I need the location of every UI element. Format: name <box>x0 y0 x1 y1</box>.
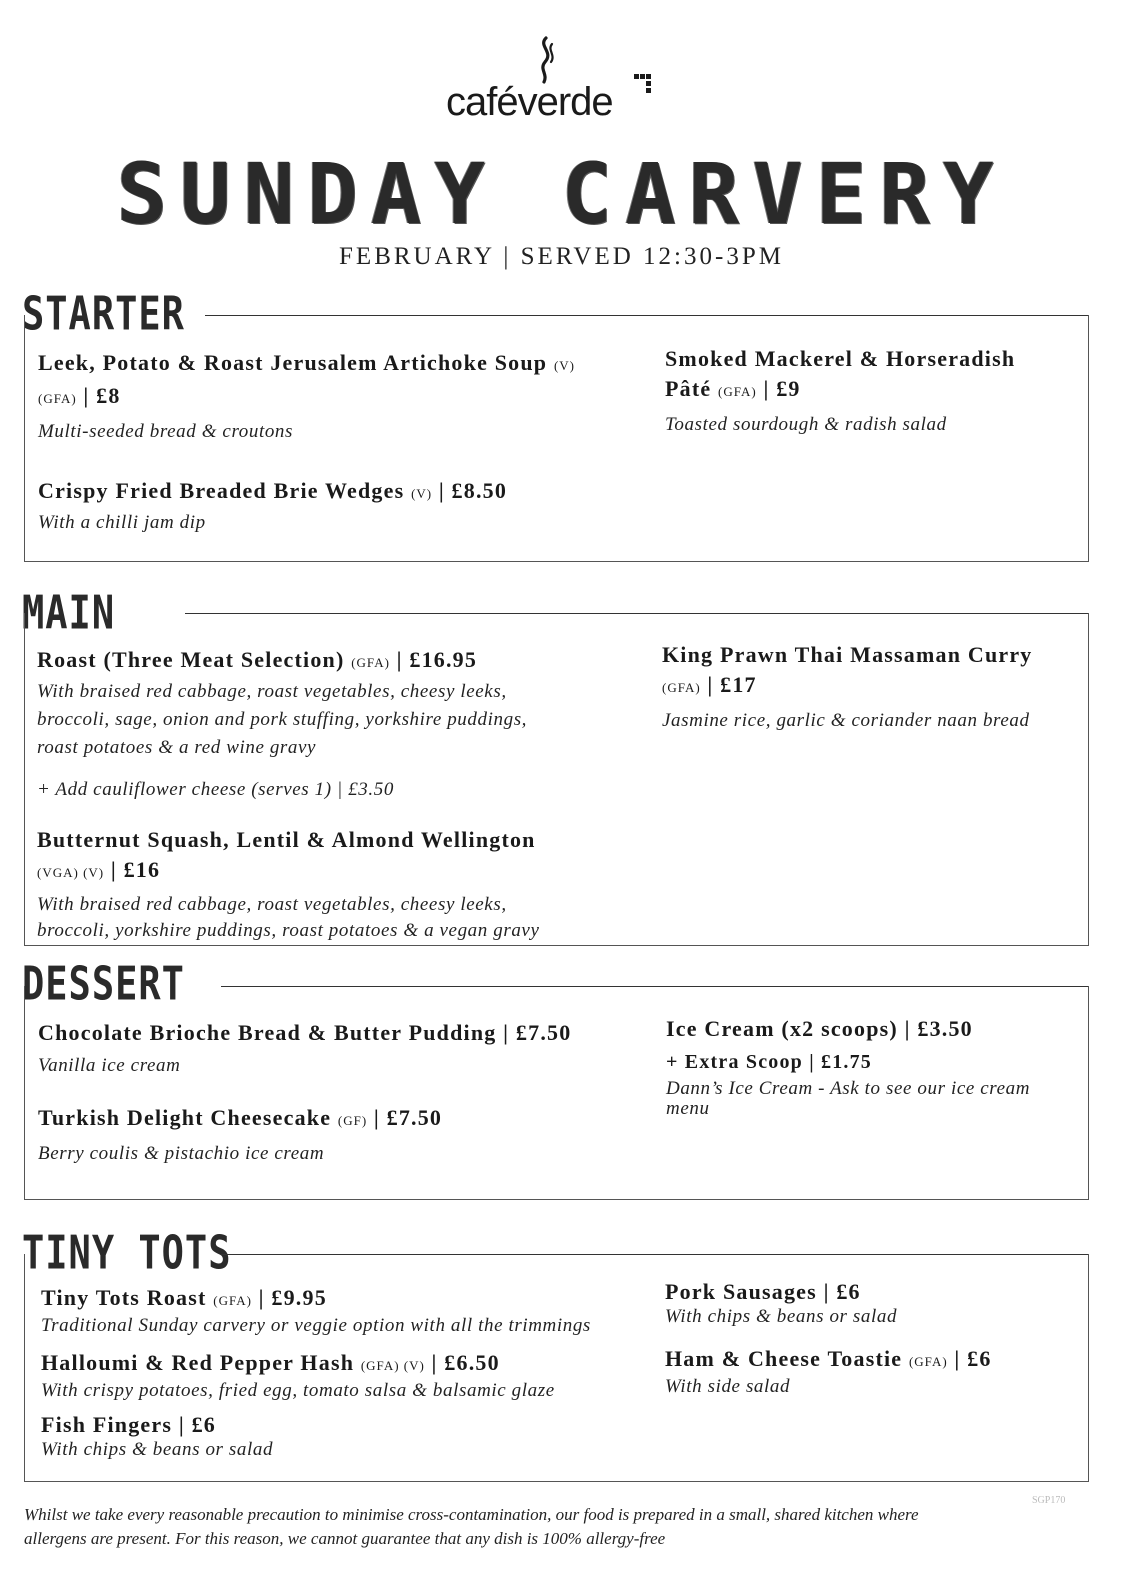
item-price: | £6 <box>823 1279 861 1304</box>
item-tags: (GFA) <box>351 655 390 670</box>
item-title: Butternut Squash, Lentil & Almond Wellington <box>37 827 536 852</box>
item-title: Pork Sausages <box>665 1279 817 1304</box>
item-description: menu <box>666 1098 710 1119</box>
item-description: Dann’s Ice Cream - Ask to see our ice cream <box>666 1078 1031 1099</box>
item-price: | £8 <box>83 383 121 408</box>
item-price: | £9.95 <box>258 1285 327 1310</box>
item-title: Tiny Tots Roast <box>41 1285 207 1310</box>
item-price: | £6.50 <box>431 1350 500 1375</box>
item-description: Jasmine rice, garlic & coriander naan bread <box>662 710 1030 731</box>
item-description: Vanilla ice cream <box>38 1055 181 1076</box>
item-title: Ice Cream (x2 scoops) <box>666 1016 898 1041</box>
item-price: | £16 <box>110 857 161 882</box>
item-description: With a chilli jam dip <box>38 512 206 533</box>
item-description: With braised red cabbage, roast vegetables, cheesy leeks, <box>37 681 507 702</box>
item-description: Traditional Sunday carvery or veggie option with all the trimmings <box>41 1315 591 1336</box>
item-title: Chocolate Brioche Bread & Butter Pudding <box>38 1020 497 1045</box>
pixel-mark-icon <box>634 74 652 96</box>
section-heading-dessert: DESSERT <box>22 957 185 1011</box>
item-price: | £16.95 <box>396 647 478 672</box>
item-title: Smoked Mackerel & Horseradish <box>665 346 1016 371</box>
disclaimer-line: Whilst we take every reasonable precaution to minimise cross-contamination, our food is prepared in a small, shared kitchen where <box>24 1505 919 1524</box>
item-price: | £6 <box>178 1412 216 1437</box>
menu-item <box>37 645 637 804</box>
item-tags: (GFA) <box>718 384 757 399</box>
menu-item <box>41 1283 641 1336</box>
item-tags: (GFA) <box>213 1293 252 1308</box>
item-tags: (GFA) (V) <box>360 1358 425 1373</box>
item-tags: (GFA) <box>662 680 701 695</box>
menu-item <box>38 1018 638 1080</box>
item-tags: (GFA) <box>38 391 77 406</box>
section-heading-tiny-tots: TINY TOTS <box>22 1226 232 1280</box>
menu-item <box>666 1014 1076 1119</box>
item-title: Turkish Delight Cheesecake <box>38 1105 332 1130</box>
item-description: With crispy potatoes, fried egg, tomato salsa & balsamic glaze <box>41 1380 555 1401</box>
logo-wordmark: caféverde <box>446 80 613 124</box>
section-heading-starter: STARTER <box>22 287 185 341</box>
item-tags: (GF) <box>337 1113 368 1128</box>
item-title: Fish Fingers <box>41 1412 173 1437</box>
menu-item <box>665 1277 1075 1327</box>
menu-item <box>38 476 618 537</box>
item-price: | £6 <box>954 1346 992 1371</box>
item-price: | £7.50 <box>373 1105 443 1130</box>
menu-item <box>41 1348 641 1401</box>
item-description: broccoli, yorkshire puddings, roast potatoes & a vegan gravy <box>37 920 540 941</box>
item-title: King Prawn Thai Massaman Curry <box>662 642 1033 667</box>
item-description: Berry coulis & pistachio ice cream <box>38 1143 325 1164</box>
item-addon: + Add cauliflower cheese (serves 1) | £3.50 <box>37 779 394 800</box>
cafeverde-logo <box>446 36 666 126</box>
steam-icon <box>534 36 560 84</box>
menu-item <box>37 825 637 944</box>
item-title-cont: Pâté <box>665 376 712 401</box>
document-code: SGP170 <box>1032 1495 1066 1506</box>
item-description: Multi-seeded bread & croutons <box>38 421 294 442</box>
menu-item <box>38 1103 638 1168</box>
item-tags: (VGA) (V) <box>37 865 105 880</box>
allergen-disclaimer <box>24 1503 1044 1551</box>
page-title: SUNDAY CARVERY <box>116 145 1007 243</box>
item-description: With chips & beans or salad <box>41 1439 274 1460</box>
item-title: Halloumi & Red Pepper Hash <box>41 1350 355 1375</box>
item-title: Leek, Potato & Roast Jerusalem Artichoke Soup <box>38 350 548 375</box>
item-tags: (GFA) <box>908 1354 948 1369</box>
item-extra: + Extra Scoop | £1.75 <box>666 1051 873 1073</box>
item-title: Roast (Three Meat Selection) <box>37 647 345 672</box>
item-price: | £8.50 <box>438 478 508 503</box>
page-subtitle: FEBRUARY | SERVED 12:30-3PM <box>339 243 784 270</box>
item-tags: (V) <box>553 358 575 373</box>
item-description: With chips & beans or salad <box>665 1306 898 1327</box>
item-price: | £17 <box>707 672 757 697</box>
item-description: roast potatoes & a red wine gravy <box>37 737 317 758</box>
item-price: | £3.50 <box>904 1016 973 1041</box>
item-price: | £7.50 <box>503 1020 572 1045</box>
menu-item <box>38 348 618 446</box>
item-tags: (V) <box>411 486 433 501</box>
menu-item <box>665 344 1065 439</box>
menu-item <box>41 1410 641 1460</box>
menu-item <box>662 640 1077 735</box>
section-heading-main: MAIN <box>22 586 116 640</box>
item-description: Toasted sourdough & radish salad <box>665 414 947 435</box>
item-title: Ham & Cheese Toastie <box>665 1346 903 1371</box>
disclaimer-line: allergens are present. For this reason, we cannot guarantee that any dish is 100% allergy-free <box>24 1529 666 1548</box>
item-price: | £9 <box>763 376 801 401</box>
item-title: Crispy Fried Breaded Brie Wedges <box>38 478 405 503</box>
item-description: With side salad <box>665 1376 791 1397</box>
item-description: With braised red cabbage, roast vegetables, cheesy leeks, <box>37 894 507 915</box>
item-description: broccoli, sage, onion and pork stuffing, yorkshire puddings, <box>37 709 528 730</box>
menu-item <box>665 1344 1075 1397</box>
